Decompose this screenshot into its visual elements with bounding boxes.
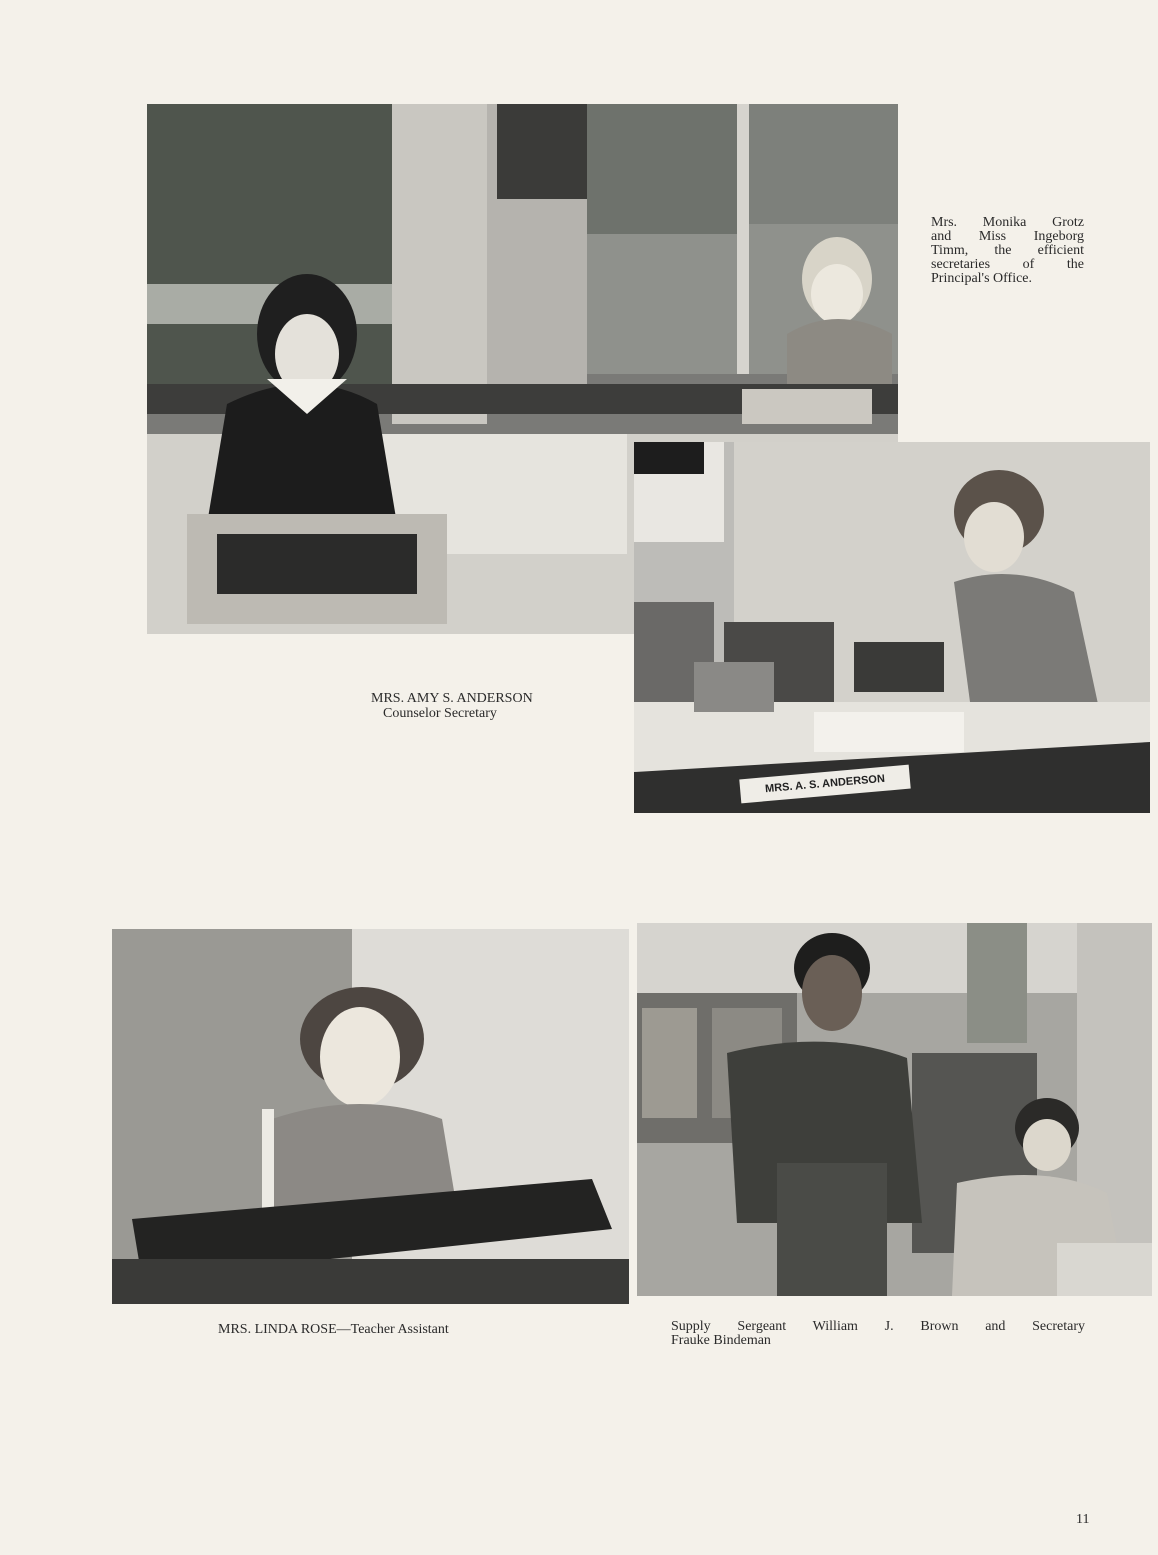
caption-line: Mrs. Monika Grotz — [931, 215, 1084, 230]
photo-anderson — [634, 442, 1150, 813]
caption-line: and Miss Ingeborg — [931, 229, 1084, 244]
page-number: 11 — [1076, 1512, 1090, 1527]
desk-nameplate: MRS. A. S. ANDERSON — [739, 765, 910, 804]
caption-rose — [218, 1322, 548, 1337]
caption-line: Timm, the efficient — [931, 243, 1084, 258]
photo-brown — [637, 923, 1152, 1296]
caption-text: MRS. LINDA ROSE—Teacher Assistant — [218, 1322, 449, 1337]
caption-principals-office — [931, 216, 1084, 286]
photo-rose — [112, 929, 629, 1304]
caption-line: Principal's Office. — [931, 271, 1033, 286]
caption-line: Frauke Bindeman — [671, 1333, 771, 1348]
caption-line: secretaries of the — [931, 257, 1084, 272]
caption-name: MRS. AMY S. ANDERSON — [371, 691, 533, 706]
caption-brown — [671, 1320, 1085, 1348]
caption-title: Counselor Secretary — [383, 706, 497, 721]
caption-anderson — [371, 691, 611, 721]
caption-line: Supply Sergeant William J. Brown and Secretary — [671, 1319, 1085, 1334]
